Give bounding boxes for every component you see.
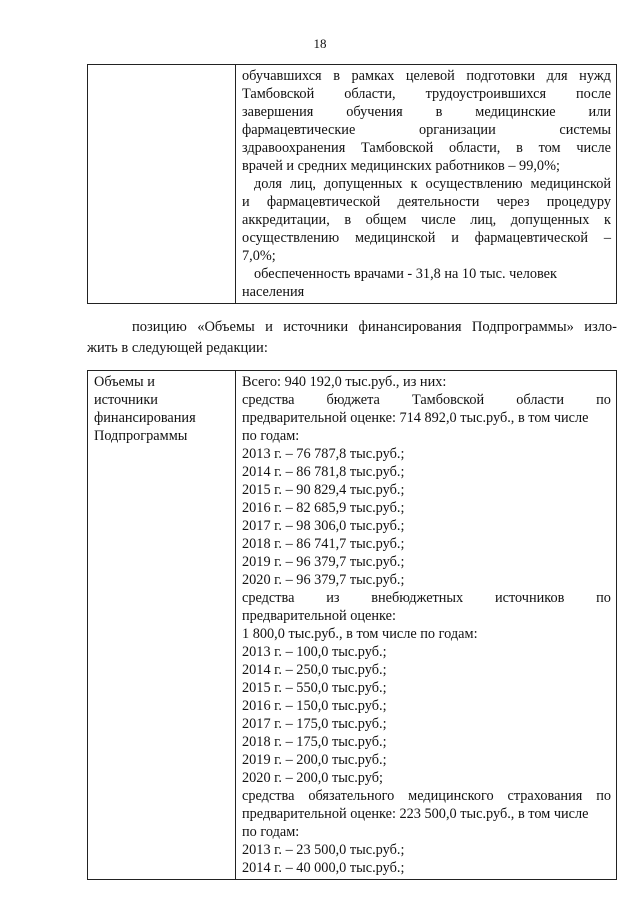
financing-label-line: источники xyxy=(94,392,158,408)
word: источников xyxy=(494,590,565,606)
word: фармацевтической xyxy=(474,230,589,246)
table1-text-line xyxy=(242,67,611,85)
table1-text-line xyxy=(242,103,611,121)
word: для xyxy=(546,68,568,84)
word: медицинские xyxy=(475,104,556,120)
word: в xyxy=(516,140,523,156)
word: или xyxy=(588,104,611,120)
word: по xyxy=(596,788,611,804)
financing-label-line: Объемы и xyxy=(94,374,155,390)
financing-text-line: 2014 г. – 86 781,8 тыс.руб.; xyxy=(242,464,405,480)
word: допущенных xyxy=(510,212,590,228)
table1-text-line xyxy=(242,211,611,229)
financing-table xyxy=(87,370,617,880)
financing-values-cell xyxy=(236,371,617,880)
instruction-paragraph xyxy=(87,317,617,359)
financing-label-cell xyxy=(88,371,236,880)
word: общем xyxy=(365,212,407,228)
word: целевой xyxy=(405,68,455,84)
word: к xyxy=(603,212,611,228)
word: лиц, xyxy=(289,176,316,192)
word: – xyxy=(603,230,611,246)
word: здравоохранения xyxy=(242,140,346,156)
financing-text-line: Всего: 940 192,0 тыс.руб., из них: xyxy=(242,374,447,390)
word: к xyxy=(410,176,418,192)
financing-text-line: 2018 г. – 175,0 тыс.руб.; xyxy=(242,734,387,750)
word: аккредитации, xyxy=(242,212,330,228)
word: и xyxy=(242,194,250,210)
financing-text-line: 2013 г. – 23 500,0 тыс.руб.; xyxy=(242,842,405,858)
word: области, xyxy=(344,86,396,102)
financing-text-line: 1 800,0 тыс.руб., в том числе по годам: xyxy=(242,626,478,642)
word: фармацевтические xyxy=(242,122,356,138)
word: области, xyxy=(448,140,501,156)
financing-text-line xyxy=(242,589,611,607)
financing-text-line: 2013 г. – 76 787,8 тыс.руб.; xyxy=(242,446,405,462)
word: рамках xyxy=(351,68,395,84)
word: средства xyxy=(242,590,295,606)
financing-text-line: 2015 г. – 550,0 тыс.руб.; xyxy=(242,680,387,696)
financing-text-line: по годам: xyxy=(242,824,300,840)
financing-text-line: 2019 г. – 200,0 тыс.руб.; xyxy=(242,752,387,768)
word: допущенных xyxy=(323,176,403,192)
table1-text-line xyxy=(242,85,611,103)
word: обучения xyxy=(346,104,403,120)
word: Тамбовской xyxy=(411,392,485,408)
word: трудоустроившихся xyxy=(425,86,547,102)
financing-text-line xyxy=(242,391,611,409)
word: организации xyxy=(418,122,496,138)
financing-text-line: 2017 г. – 175,0 тыс.руб.; xyxy=(242,716,387,732)
word: Тамбовской xyxy=(242,86,315,102)
word: том xyxy=(538,140,561,156)
word: системы xyxy=(559,122,611,138)
word: после xyxy=(576,86,611,102)
financing-label-line: финансирования xyxy=(94,410,196,426)
table1-left-cell xyxy=(88,65,236,304)
financing-text-line: 2018 г. – 86 741,7 тыс.руб.; xyxy=(242,536,405,552)
word: в xyxy=(344,212,352,228)
financing-text-line: по годам: xyxy=(242,428,300,444)
table1-text-line: обеспеченность врачами - 31,8 на 10 тыс. человек xyxy=(254,266,557,282)
financing-text-line: 2016 г. – 150,0 тыс.руб.; xyxy=(242,698,387,714)
word: фармацевтической xyxy=(266,194,381,210)
table1-text-line xyxy=(242,193,611,211)
word: числе xyxy=(421,212,456,228)
financing-text-line: 2014 г. – 250,0 тыс.руб.; xyxy=(242,662,387,678)
financing-text-line: 2014 г. – 40 000,0 тыс.руб.; xyxy=(242,860,405,876)
financing-text-line xyxy=(242,787,611,805)
word: в xyxy=(333,68,340,84)
table1-text-line xyxy=(242,121,611,139)
financing-text-line: 2020 г. – 96 379,7 тыс.руб.; xyxy=(242,572,405,588)
table1-text-line xyxy=(242,229,611,247)
table1-right-cell xyxy=(236,65,617,304)
word: бюджета xyxy=(326,392,380,408)
word: средства xyxy=(242,788,295,804)
financing-text-line: 2016 г. – 82 685,9 тыс.руб.; xyxy=(242,500,405,516)
table1-text-line: врачей и средних медицинских работников – 99,0%; xyxy=(242,158,560,174)
word: медицинского xyxy=(408,788,494,804)
word: по xyxy=(596,590,611,606)
financing-text-line: предварительной оценке: 223 500,0 тыс.руб., в том числе xyxy=(242,806,589,822)
word: процедуру xyxy=(546,194,611,210)
word: подготовки xyxy=(466,68,536,84)
word: и xyxy=(451,230,459,246)
financing-text-line: предварительной оценке: xyxy=(242,608,396,624)
word: деятельности xyxy=(397,194,480,210)
financing-text-line: 2019 г. – 96 379,7 тыс.руб.; xyxy=(242,554,405,570)
table1-text-line xyxy=(242,139,611,157)
word: доля xyxy=(254,176,282,192)
word: осуществлению xyxy=(425,176,523,192)
word: обязательного xyxy=(308,788,395,804)
word: обучавшихся xyxy=(242,68,322,84)
word: нужд xyxy=(579,68,611,84)
word: по xyxy=(596,392,611,408)
word: осуществлению xyxy=(242,230,340,246)
table1-text-line: 7,0%; xyxy=(242,248,276,264)
paragraph-line-1: позицию «Объемы и источники финансирования Подпрограммы» изло- xyxy=(132,319,617,335)
paragraph-line-2: жить в следующей редакции: xyxy=(87,340,268,356)
word: Тамбовской xyxy=(361,140,434,156)
word: лиц, xyxy=(470,212,497,228)
word: числе xyxy=(576,140,611,156)
financing-text-line: 2013 г. – 100,0 тыс.руб.; xyxy=(242,644,387,660)
word: страхования xyxy=(507,788,583,804)
word: медицинской xyxy=(530,176,611,192)
word: завершения xyxy=(242,104,314,120)
word: в xyxy=(435,104,443,120)
word: медицинской xyxy=(354,230,436,246)
continued-indicators-table xyxy=(87,64,617,304)
page-number: 18 xyxy=(313,36,327,51)
financing-label-line: Подпрограммы xyxy=(94,428,188,444)
table1-text-line: населения xyxy=(242,284,305,300)
word: внебюджетных xyxy=(371,590,464,606)
word: из xyxy=(326,590,340,606)
financing-text-line: 2020 г. – 200,0 тыс.руб; xyxy=(242,770,383,786)
financing-text-line: 2015 г. – 90 829,4 тыс.руб.; xyxy=(242,482,405,498)
table1-text-line xyxy=(242,175,611,193)
financing-text-line: предварительной оценке: 714 892,0 тыс.руб., в том числе xyxy=(242,410,589,426)
word: через xyxy=(496,194,530,210)
word: области xyxy=(516,392,565,408)
financing-text-line: 2017 г. – 98 306,0 тыс.руб.; xyxy=(242,518,405,534)
word: средства xyxy=(242,392,295,408)
